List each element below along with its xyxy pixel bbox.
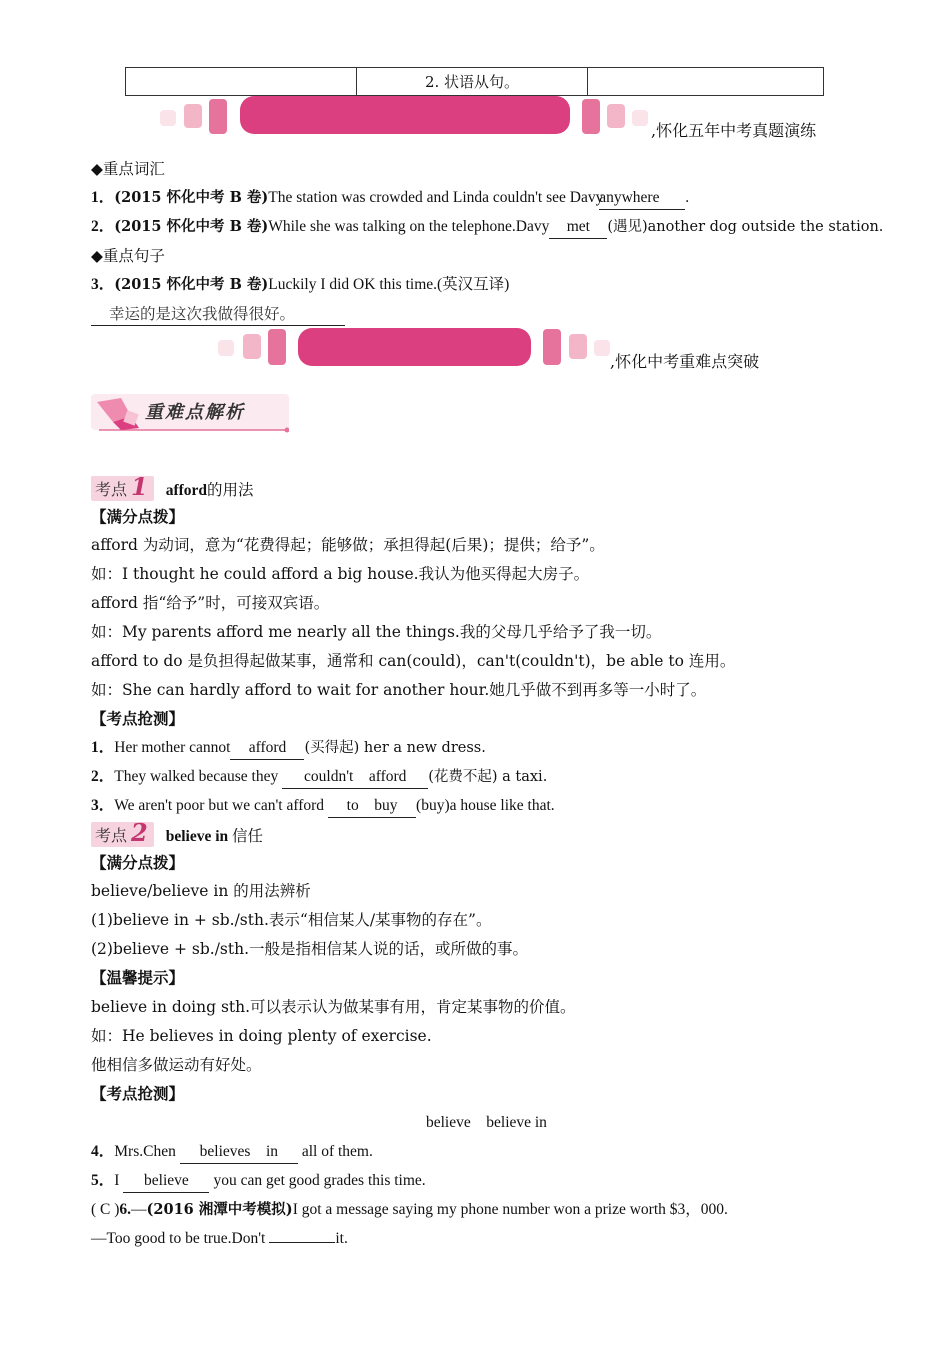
kp1-question-2: 2．They walked because they couldn't afford (花费不起) a taxi. <box>91 766 547 789</box>
heading-key-words: ◆重点词汇 <box>91 160 165 178</box>
kp2-line: believe/believe in 的用法辨析 <box>91 882 311 900</box>
table-cell <box>588 68 823 95</box>
analysis-title: 重难点解析 <box>145 402 245 423</box>
kp2-question-5: 5．I believe you can get good grades this time. <box>91 1170 426 1193</box>
kp2-header: 考点 2 believe in 信任 <box>91 822 263 848</box>
question-3: 3．(2015 怀化中考 B 卷)Luckily I did OK this time.(英汉互译) <box>91 276 510 293</box>
kp2-warm-heading: 【温馨提示】 <box>91 968 185 987</box>
kp1-header: 考点 1 afford的用法 <box>91 476 254 502</box>
top-table <box>125 67 824 96</box>
kp2-tip-heading: 【满分点拨】 <box>91 853 185 872</box>
question-2: 2．(2015 怀化中考 B 卷)While she was talking on the telephone.Davy met (遇见)another dog outside the station. <box>91 216 883 239</box>
banner-title: ,怀化中考重难点突破 <box>610 352 760 371</box>
heading-key-sentences: ◆重点句子 <box>91 247 165 265</box>
question-3-answer: 幸运的是这次我做得很好。 <box>91 303 345 326</box>
kp2-question-4: 4．Mrs.Chen believes in all of them. <box>91 1141 373 1164</box>
kp1-line: 如：I thought he could afford a big house.我认为他买得起大房子。 <box>91 565 590 583</box>
kp-badge: 考点 2 <box>91 822 154 847</box>
kp2-warm-line: 如：He believes in doing plenty of exercise. <box>91 1027 432 1045</box>
kp1-question-3: 3．We aren't poor but we can't afford to buy (buy)a house like that. <box>91 795 555 818</box>
analysis-title-badge <box>91 388 289 436</box>
kp2-warm-line: believe in doing sth.可以表示认为做某事有用，肯定某事物的价值。 <box>91 998 576 1016</box>
kp1-tip-heading: 【满分点拨】 <box>91 507 185 526</box>
kp1-line: 如：She can hardly afford to wait for another hour.她几乎做不到再多等一小时了。 <box>91 681 707 699</box>
kp1-question-1: 1．Her mother cannot afford (买得起) her a new dress. <box>91 737 486 760</box>
kp1-line: 如：My parents afford me nearly all the things.我的父母几乎给予了我一切。 <box>91 623 662 641</box>
kp1-line: afford 指“给予”时，可接双宾语。 <box>91 594 330 612</box>
kp1-test-heading: 【考点抢测】 <box>91 709 185 728</box>
kp2-warm-line: 他相信多做运动有好处。 <box>91 1056 262 1074</box>
kp2-question-6-line-2: —Too good to be true.Don't it. <box>91 1230 348 1247</box>
banner-title: ,怀化五年中考真题演练 <box>651 121 817 140</box>
kp1-line: afford to do 是负担得起做某事，通常和 can(could)，can't(couldn't)，be able to 连用。 <box>91 652 736 670</box>
kp-badge: 考点 1 <box>91 476 154 501</box>
kp1-line: afford 为动词，意为“花费得起；能够做；承担得起(后果)；提供；给予”。 <box>91 536 605 554</box>
kp2-line: (2)believe + sb./sth.一般是指相信某人说的话，或所做的事。 <box>91 940 529 958</box>
table-cell <box>126 68 357 95</box>
kp2-test-heading: 【考点抢测】 <box>91 1084 185 1103</box>
kp2-question-6: ( C )6.—(2016 湘潭中考模拟)I got a message saying my phone number won a prize worth $3，000. <box>91 1201 728 1218</box>
kp2-line: (1)believe in + sb./sth.表示“相信某人/某事物的存在”。 <box>91 911 492 929</box>
question-1: 1．(2015 怀化中考 B 卷)The station was crowded and Linda couldn't see Davy anywhere . <box>91 187 689 210</box>
word-box: believe believe in <box>426 1114 547 1131</box>
table-cell: 2. 状语从句。 <box>357 68 588 95</box>
